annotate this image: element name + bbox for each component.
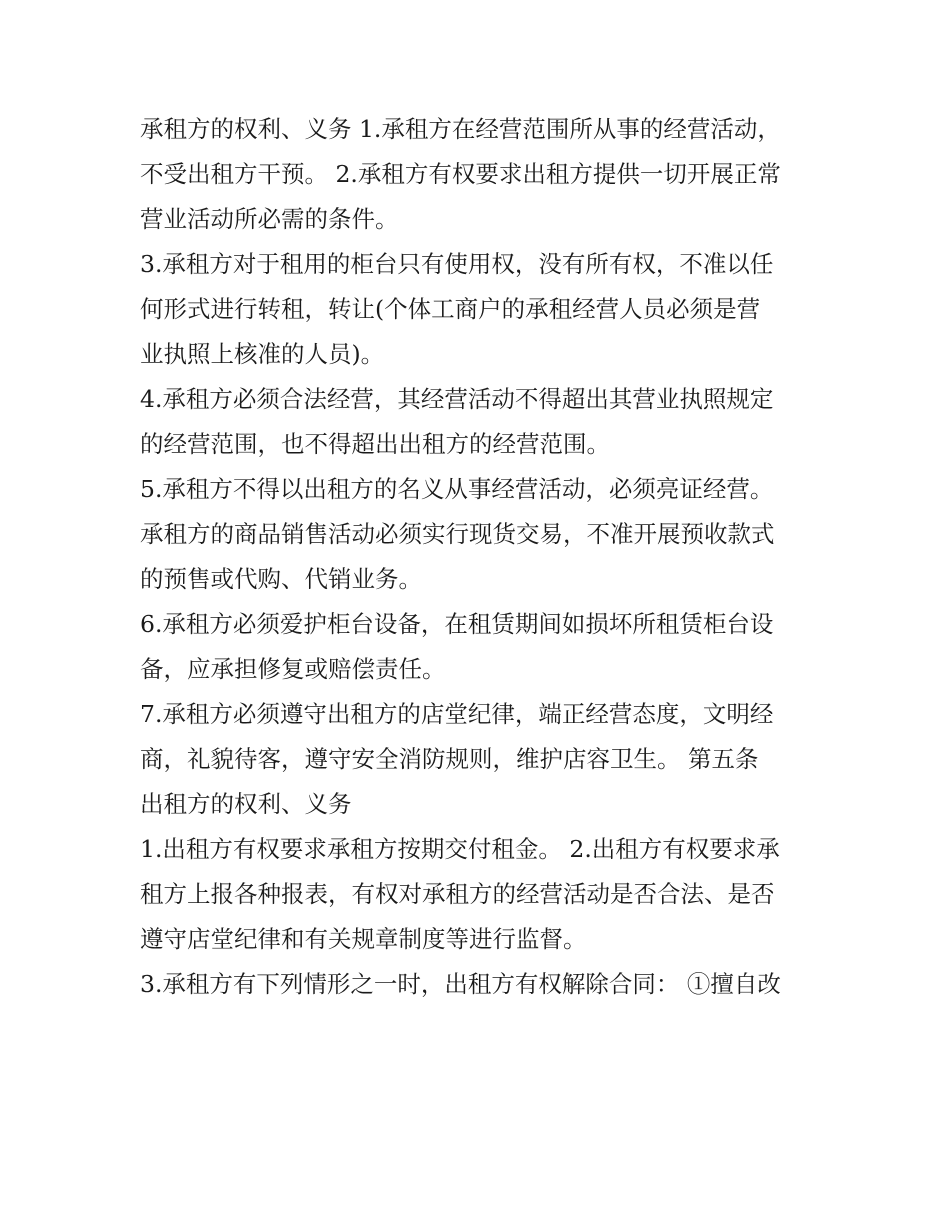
- text-line: 遵守店堂纪律和有关规章制度等进行监督。: [140, 925, 587, 953]
- text-line: 商，礼貌待客，遵守安全消防规则，维护店容卫生。 第五条: [140, 745, 759, 773]
- paragraph-item-6: [140, 602, 820, 692]
- text-line: 4.承租方必须合法经营，其经营活动不得超出其营业执照规定: [140, 385, 774, 413]
- text-line: 7.承租方必须遵守出租方的店堂纪律，端正经营态度，文明经: [140, 700, 774, 728]
- text-line: 5.承租方不得以出租方的名义从事经营活动，必须亮证经营。: [140, 475, 774, 503]
- paragraph-termination: [140, 962, 820, 1007]
- text-line: 承租方的商品销售活动必须实行现货交易，不准开展预收款式: [140, 520, 775, 548]
- text-line: 1.出租方有权要求承租方按期交付租金。 2.出租方有权要求承: [140, 835, 780, 863]
- text-line: 3.承租方对于租用的柜台只有使用权，没有所有权，不准以任: [140, 250, 774, 278]
- paragraph-lessor-rights: [140, 827, 820, 962]
- text-line: 何形式进行转租，转让(个体工商户的承租经营人员必须是营: [140, 295, 761, 323]
- text-line: 3.承租方有下列情形之一时，出租方有权解除合同： ①擅自改: [140, 970, 781, 998]
- text-line: 营业活动所必需的条件。: [140, 205, 399, 233]
- text-line: 备，应承担修复或赔偿责任。: [140, 655, 446, 683]
- paragraph-item-7: [140, 692, 820, 827]
- paragraph-item-4: [140, 377, 820, 467]
- text-line: 的经营范围，也不得超出出租方的经营范围。: [140, 430, 610, 458]
- paragraph-lessee-rights: [140, 107, 820, 242]
- text-line: 业执照上核准的人员)。: [140, 340, 385, 368]
- document-body: [140, 107, 820, 1007]
- text-line: 租方上报各种报表，有权对承租方的经营活动是否合法、是否: [140, 880, 775, 908]
- text-line: 不受出租方干预。 2.承租方有权要求出租方提供一切开展正常: [140, 160, 781, 188]
- text-line: 的预售或代购、代销业务。: [140, 565, 422, 593]
- text-line: 承租方的权利、义务 1.承租方在经营范围所从事的经营活动，: [140, 115, 781, 143]
- text-line: 出租方的权利、义务: [140, 790, 352, 818]
- paragraph-item-5: [140, 467, 820, 602]
- text-line: 6.承租方必须爱护柜台设备，在租赁期间如损坏所租赁柜台设: [140, 610, 774, 638]
- paragraph-item-3: [140, 242, 820, 377]
